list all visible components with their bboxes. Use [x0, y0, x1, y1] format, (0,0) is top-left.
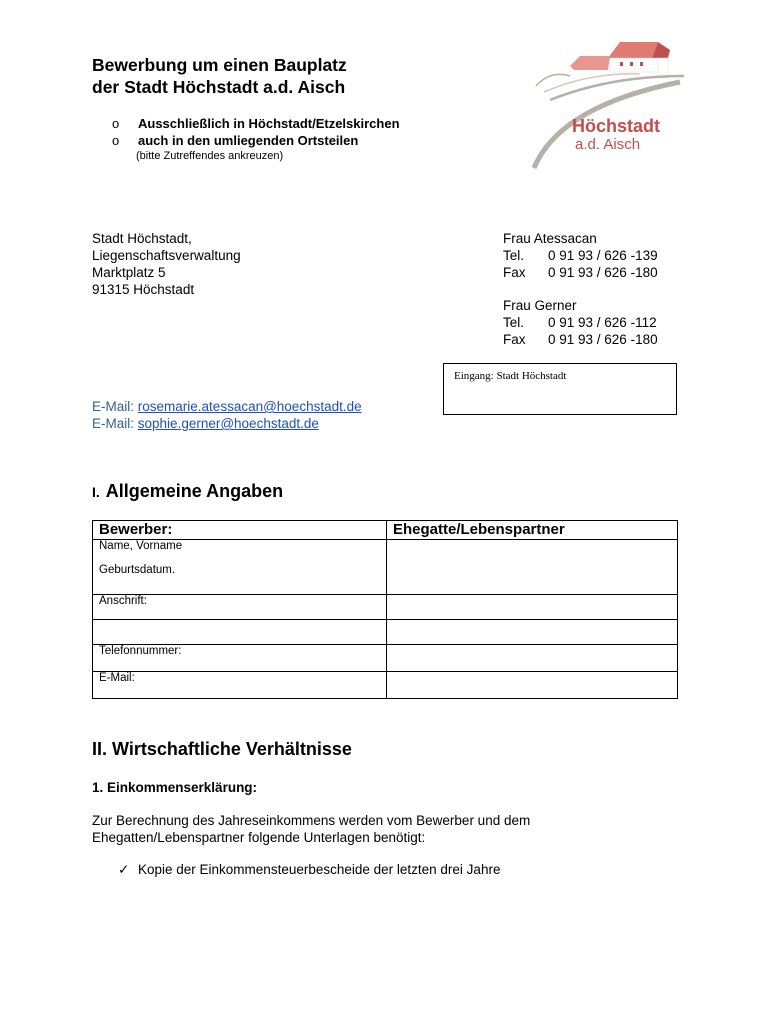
page-title [92, 54, 347, 98]
contact-fax [503, 331, 658, 348]
address-line: Liegenschaftsverwaltung [92, 248, 241, 263]
title-line-2: der Stadt Höchstadt a.d. Aisch [92, 77, 346, 97]
tel-label: Tel. [503, 248, 525, 263]
contact-name: Frau Gerner [503, 298, 577, 313]
email-row [92, 415, 362, 432]
logo-subtitle: a.d. Aisch [575, 136, 641, 153]
email-block [92, 398, 362, 432]
checkmark-icon: ✓ [118, 862, 130, 877]
section-heading-2: II. Wirtschaftliche Verhältnisse [92, 739, 352, 759]
fax-number: 0 91 93 / 626 -180 [548, 332, 658, 347]
email-label: E-Mail: [92, 416, 135, 431]
contact-tel [503, 314, 658, 331]
address-field-2[interactable] [93, 620, 387, 645]
spouse-name-field[interactable] [387, 540, 678, 595]
spouse-address-field[interactable] [387, 595, 678, 620]
option-checkbox[interactable]: o [112, 133, 120, 148]
option-ortsteile[interactable] [112, 132, 400, 149]
option-label: auch in den umliegenden Ortsteilen [138, 133, 359, 148]
option-hoechstadt[interactable] [112, 115, 400, 132]
email-link[interactable]: sophie.gerner@hoechstadt.de [137, 416, 319, 431]
contact-tel [503, 247, 658, 264]
contact-fax [503, 264, 658, 281]
spouse-address-field-2[interactable] [387, 620, 678, 645]
name-birth-field[interactable] [93, 540, 387, 595]
title-line-1: Bewerbung um einen Bauplatz [92, 55, 347, 75]
fax-number: 0 91 93 / 626 -180 [548, 265, 658, 280]
fax-label: Fax [503, 332, 526, 347]
subsection-heading: 1. Einkommenserklärung: [92, 780, 258, 795]
option-label: Ausschließlich in Höchstadt/Etzelskirchen [138, 116, 400, 131]
section-title: Allgemeine Angaben [105, 481, 284, 501]
fax-label: Fax [503, 265, 526, 280]
castle-icon [570, 42, 670, 78]
recipient-address [92, 230, 241, 298]
checklist-text: Kopie der Einkommensteuerbescheide der letzten drei Jahre [138, 862, 501, 877]
email-row [92, 398, 362, 415]
contact-block [503, 230, 658, 348]
column-header-spouse: Ehegatte/Lebenspartner [387, 521, 678, 540]
field-label: Name, Vorname [99, 540, 183, 552]
tel-number: 0 91 93 / 626 -139 [548, 248, 658, 263]
email-field[interactable] [93, 672, 387, 699]
address-line: Stadt Höchstadt, [92, 231, 192, 246]
contact-name: Frau Atessacan [503, 231, 597, 246]
spouse-phone-field[interactable] [387, 645, 678, 672]
address-field[interactable] [93, 595, 387, 620]
phone-field[interactable] [93, 645, 387, 672]
section-heading [92, 481, 283, 502]
tel-number: 0 91 93 / 626 -112 [548, 315, 657, 330]
applicant-table [92, 520, 678, 699]
column-header-applicant: Bewerber: [93, 521, 387, 540]
field-label: Anschrift: [99, 595, 147, 607]
email-link[interactable]: rosemarie.atessacan@hoechstadt.de [137, 399, 362, 414]
paragraph-line: Zur Berechnung des Jahreseinkommens werden vom Bewerber und dem [92, 813, 531, 828]
address-line: 91315 Höchstadt [92, 282, 195, 297]
paragraph-line: Ehegatten/Lebenspartner folgende Unterlagen benötigt: [92, 830, 426, 845]
option-hint: (bitte Zutreffendes ankreuzen) [136, 150, 284, 162]
option-checkbox[interactable]: o [112, 116, 120, 131]
field-label: E-Mail: [99, 672, 135, 684]
email-label: E-Mail: [92, 399, 135, 414]
location-options [112, 115, 400, 149]
spouse-email-field[interactable] [387, 672, 678, 699]
logo-name: Höchstadt [572, 116, 661, 136]
checklist-item [118, 862, 500, 878]
address-line: Marktplatz 5 [92, 265, 166, 280]
section-number: I. [92, 484, 100, 500]
field-label: Geburtsdatum. [99, 564, 176, 576]
tel-label: Tel. [503, 315, 525, 330]
paragraph [92, 812, 652, 846]
receipt-stamp-box [443, 363, 677, 415]
field-label: Telefonnummer: [99, 645, 182, 657]
receipt-stamp-label: Eingang: Stadt Höchstadt [454, 370, 567, 382]
